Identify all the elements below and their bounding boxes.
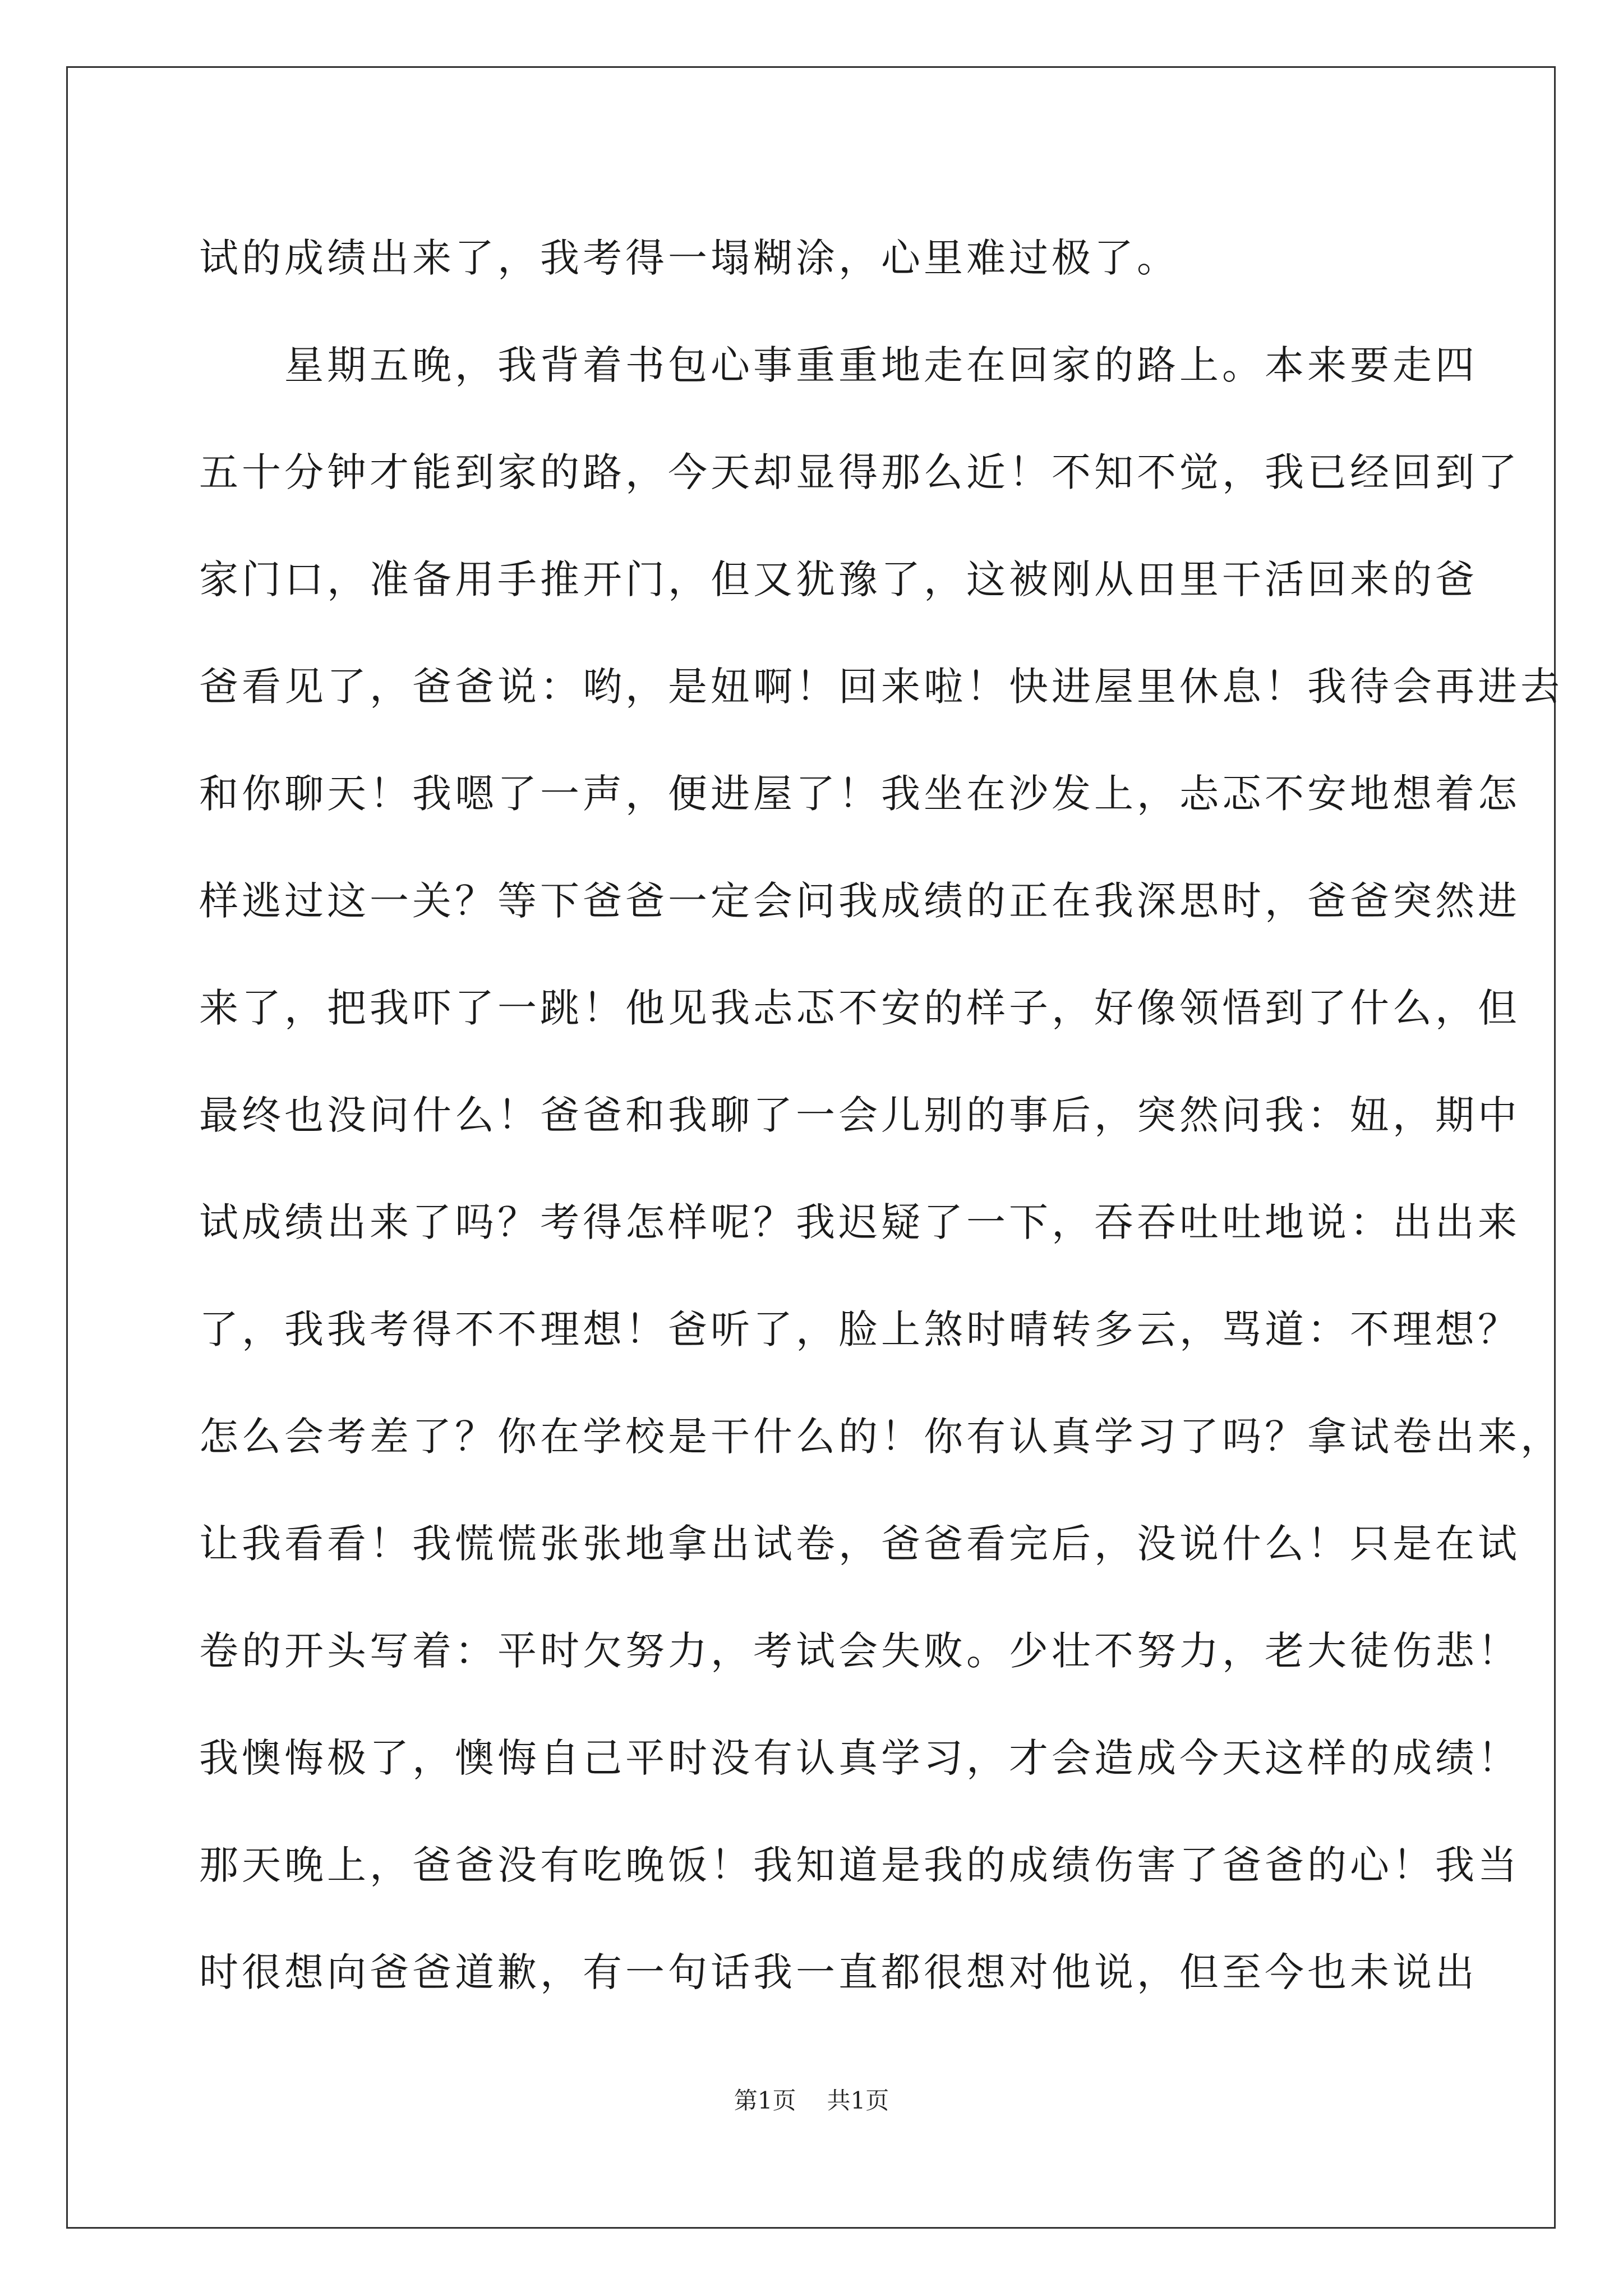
text-line: 来了，把我吓了一跳！他见我忐忑不安的样子，好像领悟到了什么，但 bbox=[199, 985, 1520, 1031]
text-line: 卷的开头写着：平时欠努力，考试会失败。少壮不努力，老大徒伤悲！ bbox=[199, 1628, 1520, 1674]
text-line: 家门口，准备用手推开门，但又犹豫了，这被刚从田里干活回来的爸 bbox=[199, 556, 1478, 602]
page-number: 第1页 bbox=[734, 2087, 796, 2114]
page-footer bbox=[0, 2084, 1623, 2118]
text-line: 让我看看！我慌慌张张地拿出试卷，爸爸看完后，没说什么！只是在试 bbox=[199, 1521, 1520, 1567]
text-line: 试成绩出来了吗？考得怎样呢？我迟疑了一下，吞吞吐吐地说：出出来 bbox=[199, 1199, 1520, 1245]
page-total: 共1页 bbox=[827, 2087, 889, 2114]
document-body bbox=[199, 205, 1563, 2026]
text-line: 样逃过这一关？等下爸爸一定会问我成绩的正在我深思时，爸爸突然进 bbox=[199, 878, 1520, 924]
text-line: 试的成绩出来了，我考得一塌糊涂，心里难过极了。 bbox=[199, 235, 1179, 281]
text-line: 爸看见了，爸爸说：哟，是妞啊！回来啦！快进屋里休息！我待会再进去 bbox=[199, 664, 1563, 710]
text-line: 我懊悔极了，懊悔自己平时没有认真学习，才会造成今天这样的成绩！ bbox=[199, 1735, 1520, 1781]
text-line: 那天晚上，爸爸没有吃晚饭！我知道是我的成绩伤害了爸爸的心！我当 bbox=[199, 1842, 1520, 1888]
text-line: 和你聊天！我嗯了一声，便进屋了！我坐在沙发上，忐忑不安地想着怎 bbox=[199, 771, 1520, 817]
text-line: 时很想向爸爸道歉，有一句话我一直都很想对他说，但至今也未说出 bbox=[199, 1949, 1478, 1995]
text-line: 最终也没问什么！爸爸和我聊了一会儿别的事后，突然问我：妞，期中 bbox=[199, 1092, 1520, 1138]
text-line: 了，我我考得不不理想！爸听了，脸上煞时晴转多云，骂道：不理想？ bbox=[199, 1306, 1520, 1352]
text-line: 星期五晚，我背着书包心事重重地走在回家的路上。本来要走四 bbox=[199, 342, 1478, 388]
text-line: 怎么会考差了？你在学校是干什么的！你有认真学习了吗？拿试卷出来， bbox=[199, 1414, 1563, 1460]
text-line: 五十分钟才能到家的路，今天却显得那么近！不知不觉，我已经回到了 bbox=[199, 449, 1520, 495]
